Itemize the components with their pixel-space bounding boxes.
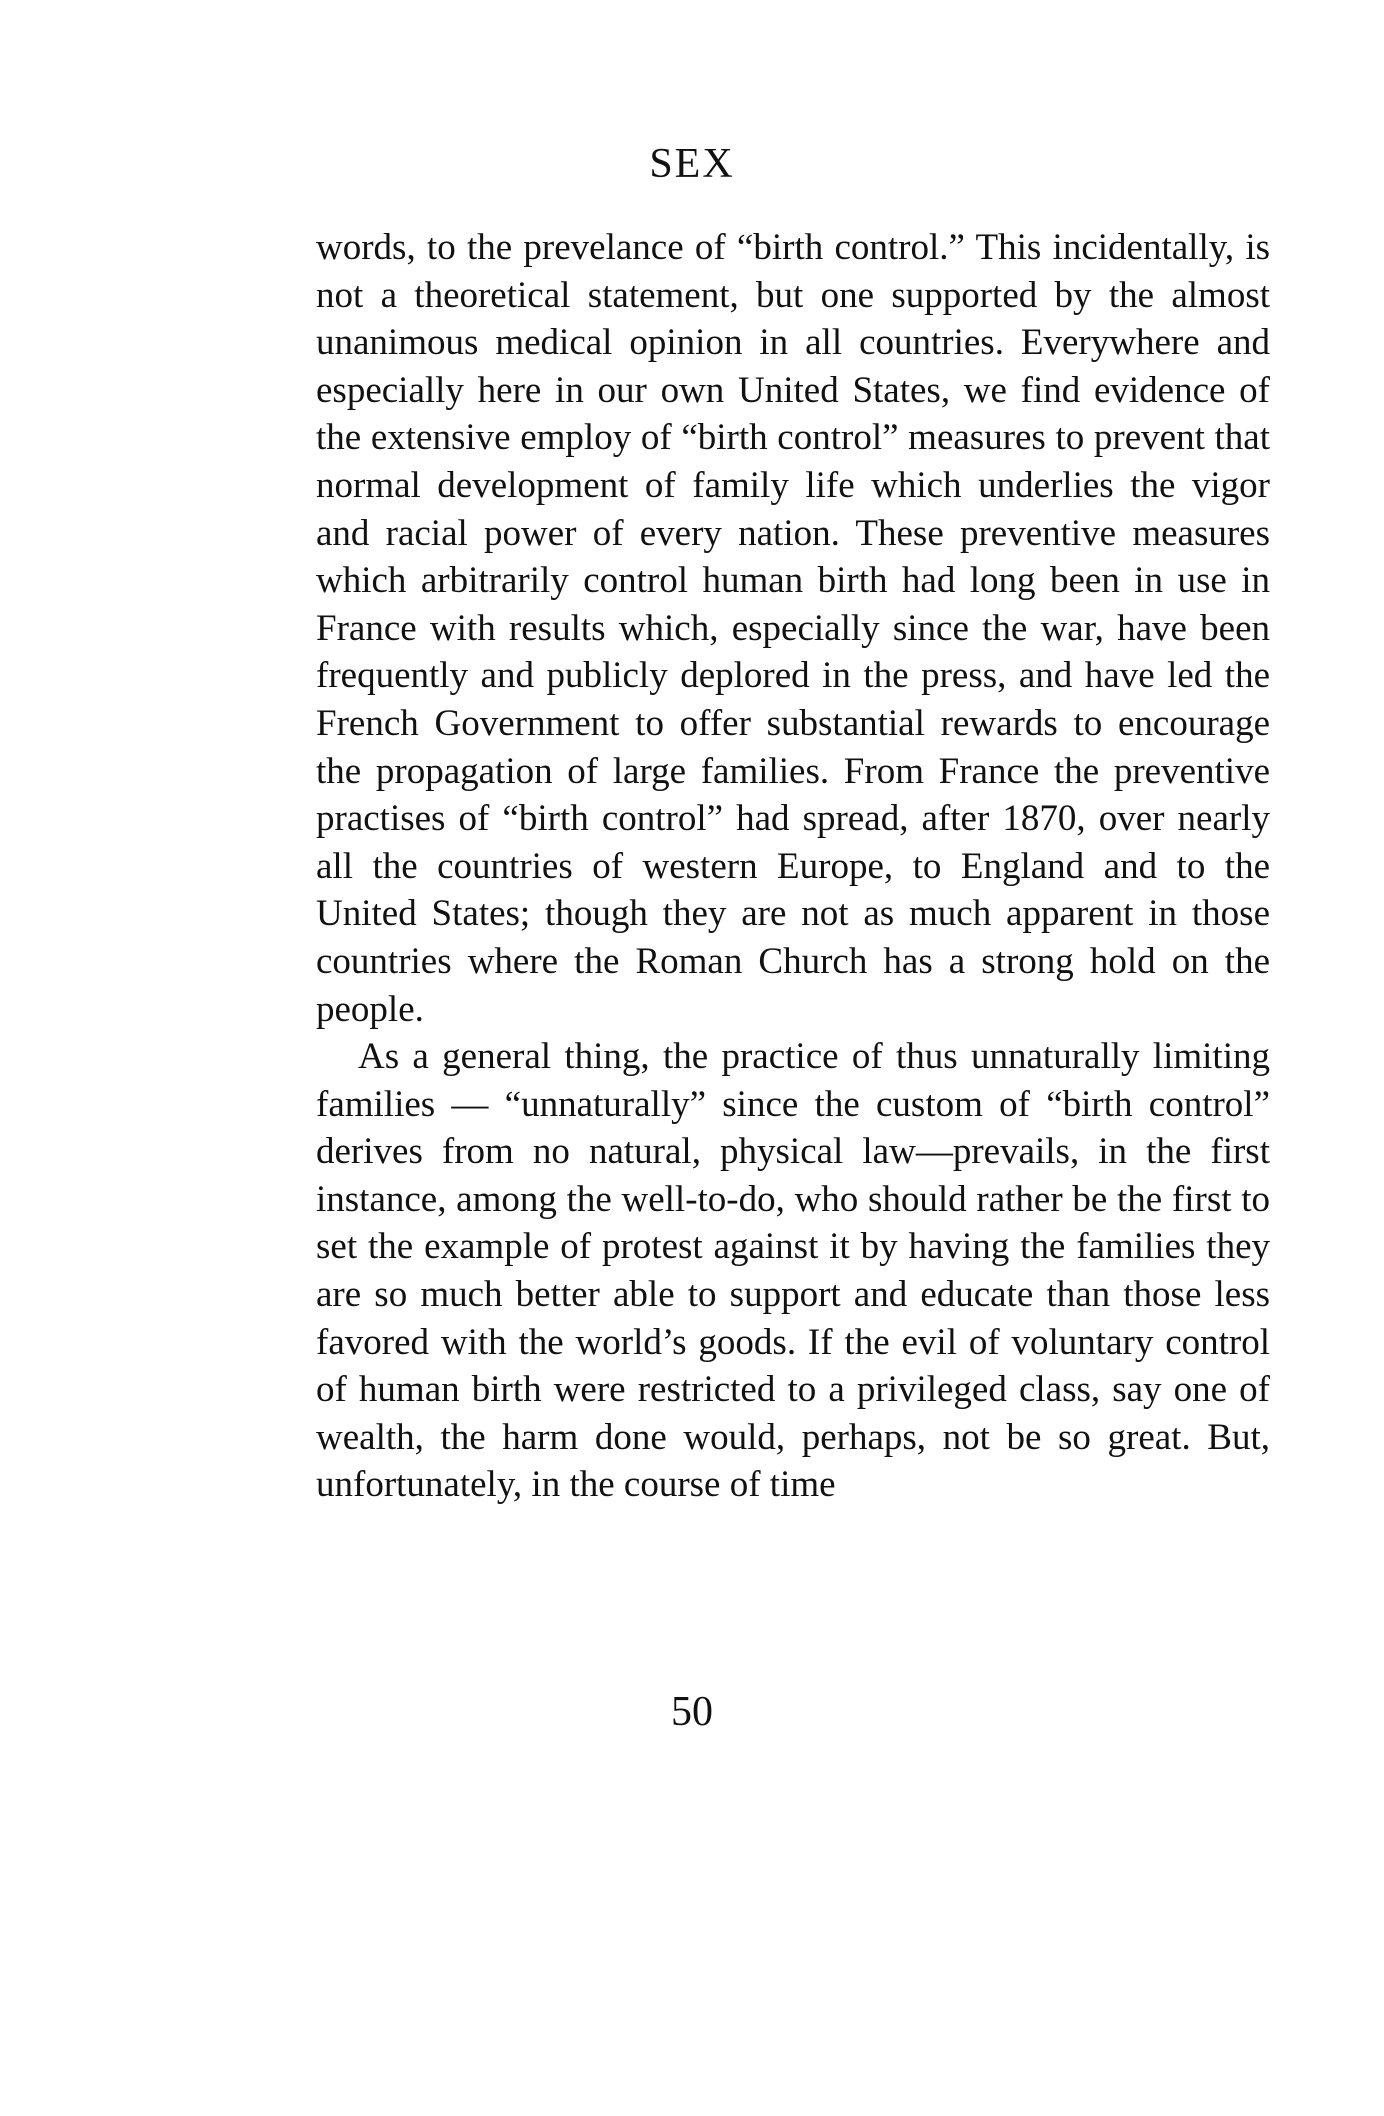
paragraph: As a general thing, the practice of thus unnaturally limiting families — “unnaturally” since the custom of “birth control” derives from no natural, physical law—prevails, in the first instance, among the well-to-do, who should rather be the first to set the example of protest against it by having the families they are so much better able to support and educate than those less favored with the world’s goods. If the evil of voluntary control of human birth were restricted to a privileged class, say one of wealth, the harm done would, perhaps, not be so great. But, unfortunately, in the course of time xyxy=(316,1036,1270,1506)
body-text xyxy=(316,224,1270,1509)
paragraph-continued: words, to the prevelance of “birth control.” This incidentally, is not a theoretical statement, but one supported by the almost unanimous medical opinion in all countries. Everywhere and especially here in our own United States, we find evidence of the extensive employ of “birth control” measures to prevent that normal development of family life which underlies the vigor and racial power of every nation. These preventive measures which arbitrarily control human birth had long been in use in France with results which, especially since the war, have been frequently and publicly deplored in the press, and have led the French Government to offer substantial rewards to encourage the propagation of large families. From France the preventive practises of “birth control” had spread, after 1870, over nearly all the countries of western Europe, to England and to the United States; though they are not as much apparent in those countries where the Roman Church has a strong hold on the people. xyxy=(316,227,1270,1030)
page-number: 50 xyxy=(671,1689,713,1735)
running-head: SEX xyxy=(649,141,735,187)
